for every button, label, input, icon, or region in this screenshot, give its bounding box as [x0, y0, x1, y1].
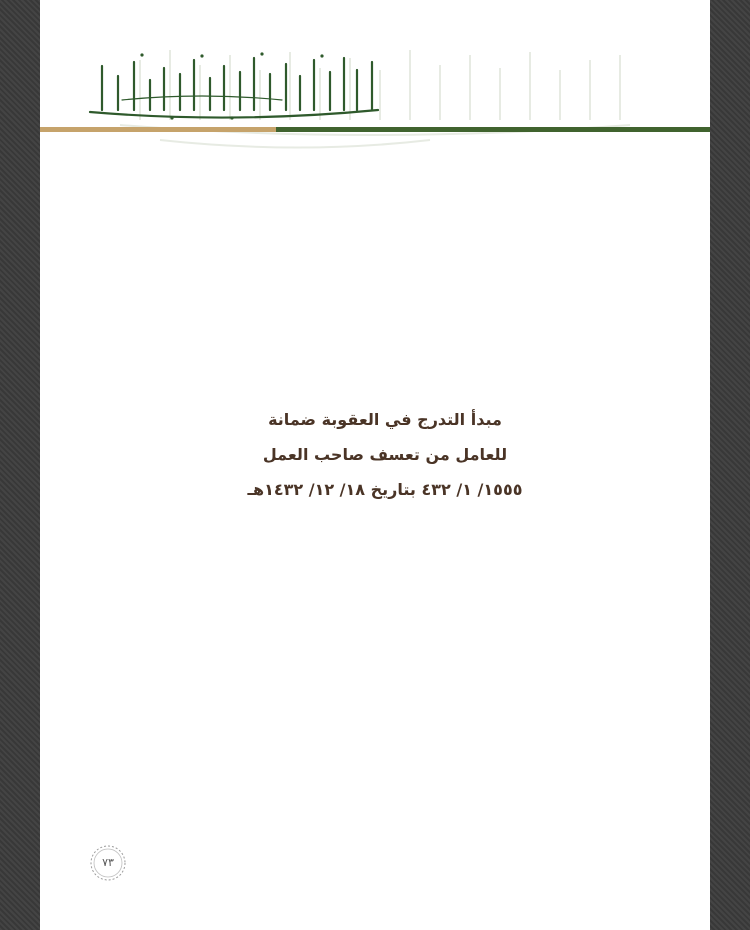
page-number-badge [88, 843, 128, 883]
right-binding-strip [710, 0, 750, 930]
title-line-3: ١٥٥٥/ ١/ ٤٣٢ بتاريخ ١٨/ ١٢/ ١٤٣٢هـ [247, 480, 523, 499]
organization-logo [82, 52, 382, 122]
left-binding-strip [0, 0, 40, 930]
principle-title [150, 402, 620, 507]
title-line-2: للعامل من تعسف صاحب العمل [262, 445, 508, 464]
title-line-1: مبدأ التدرج في العقوبة ضمانة [268, 410, 502, 429]
header-rule-green [276, 127, 710, 132]
page-number: ٧٣ [102, 856, 114, 869]
document-page [40, 0, 710, 930]
header-rule-gold [40, 127, 276, 132]
